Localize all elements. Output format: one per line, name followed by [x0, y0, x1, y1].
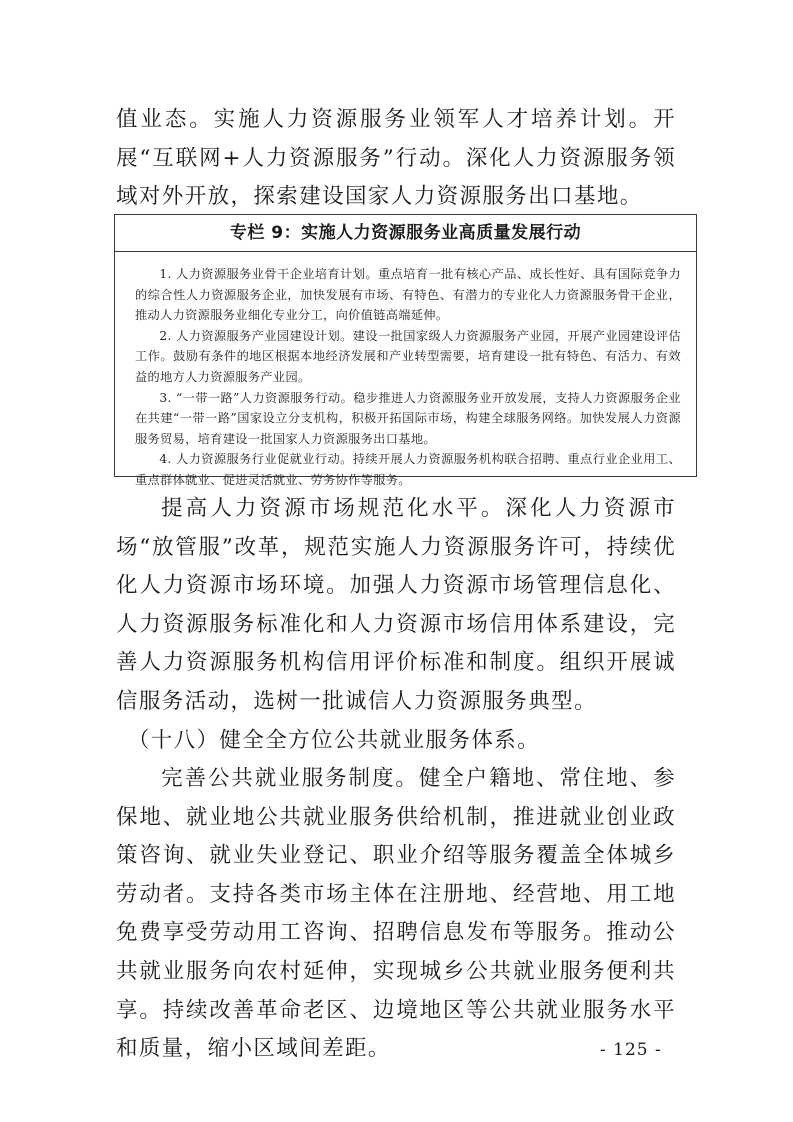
section-heading: （十八）健全全方位公共就业服务体系。 [127, 728, 541, 753]
feature-box-body [135, 264, 681, 491]
feature-box-item: 4. 人力资源服务行业促就业行动。持续开展人力资源服务机构联合招聘、重点行业企业用工、重点群体就业、促进灵活就业、劳务协作等服务。 [135, 452, 681, 487]
intro-paragraph: 值业态。实施人力资源服务业领军人才培养计划。开展“互联网+人力资源服务”行动。深化人力资源服务领域对外开放，探索建设国家人力资源服务出口基地。 [116, 107, 676, 210]
body-paragraph-public-employment: 完善公共就业服务制度。健全户籍地、常住地、参保地、就业地公共就业服务供给机制，推进就业创业政策咨询、就业失业登记、职业介绍等服务覆盖全体城乡劳动者。支持各类市场主体在注册地、经营地、用工地免费享受劳动用工咨询、招聘信息发布等服务。推动公共就业服务向农村延伸，实现城乡公共就业服务便利共享。持续改善革命老区、边境地区等公共就业服务水平和质量，缩小区域间差距。 [116, 766, 676, 1062]
page-number: - 125 - [600, 1040, 662, 1060]
feature-box [114, 214, 697, 487]
feature-box-title: 专栏 9：实施人力资源服务业高质量发展行动 [115, 215, 696, 252]
feature-box-item: 3. “一带一路”人力资源服务行动。稳步推进人力资源服务业开放发展，支持人力资源服务企业在共建“一带一路”国家设立分支机构，积极开拓国际市场，构建全球服务网络。加快发展人力资源服务贸易，培育建设一批国家人力资源服务出口基地。 [135, 390, 681, 446]
body-paragraph-market-regulation: 提高人力资源市场规范化水平。深化人力资源市场“放管服”改革，规范实施人力资源服务许可，持续优化人力资源市场环境。加强人力资源市场管理信息化、人力资源服务标准化和人力资源市场信用体系建设，完善人力资源服务机构信用评价标准和制度。组织开展诚信服务活动，选树一批诚信人力资源服务典型。 [116, 496, 676, 714]
feature-box-item: 1. 人力资源服务业骨干企业培育计划。重点培育一批有核心产品、成长性好、具有国际竞争力的综合性人力资源服务企业，加快发展有市场、有特色、有潜力的专业化人力资源服务骨干企业，推动人力资源服务业细化专业分工，向价值链高端延伸。 [135, 267, 681, 323]
feature-box-item: 2. 人力资源服务产业园建设计划。建设一批国家级人力资源服务产业园，开展产业园建设评估工作。鼓励有条件的地区根据本地经济发展和产业转型需要，培育建设一批有特色、有活力、有效益的地方人力资源服务产业园。 [135, 328, 681, 384]
